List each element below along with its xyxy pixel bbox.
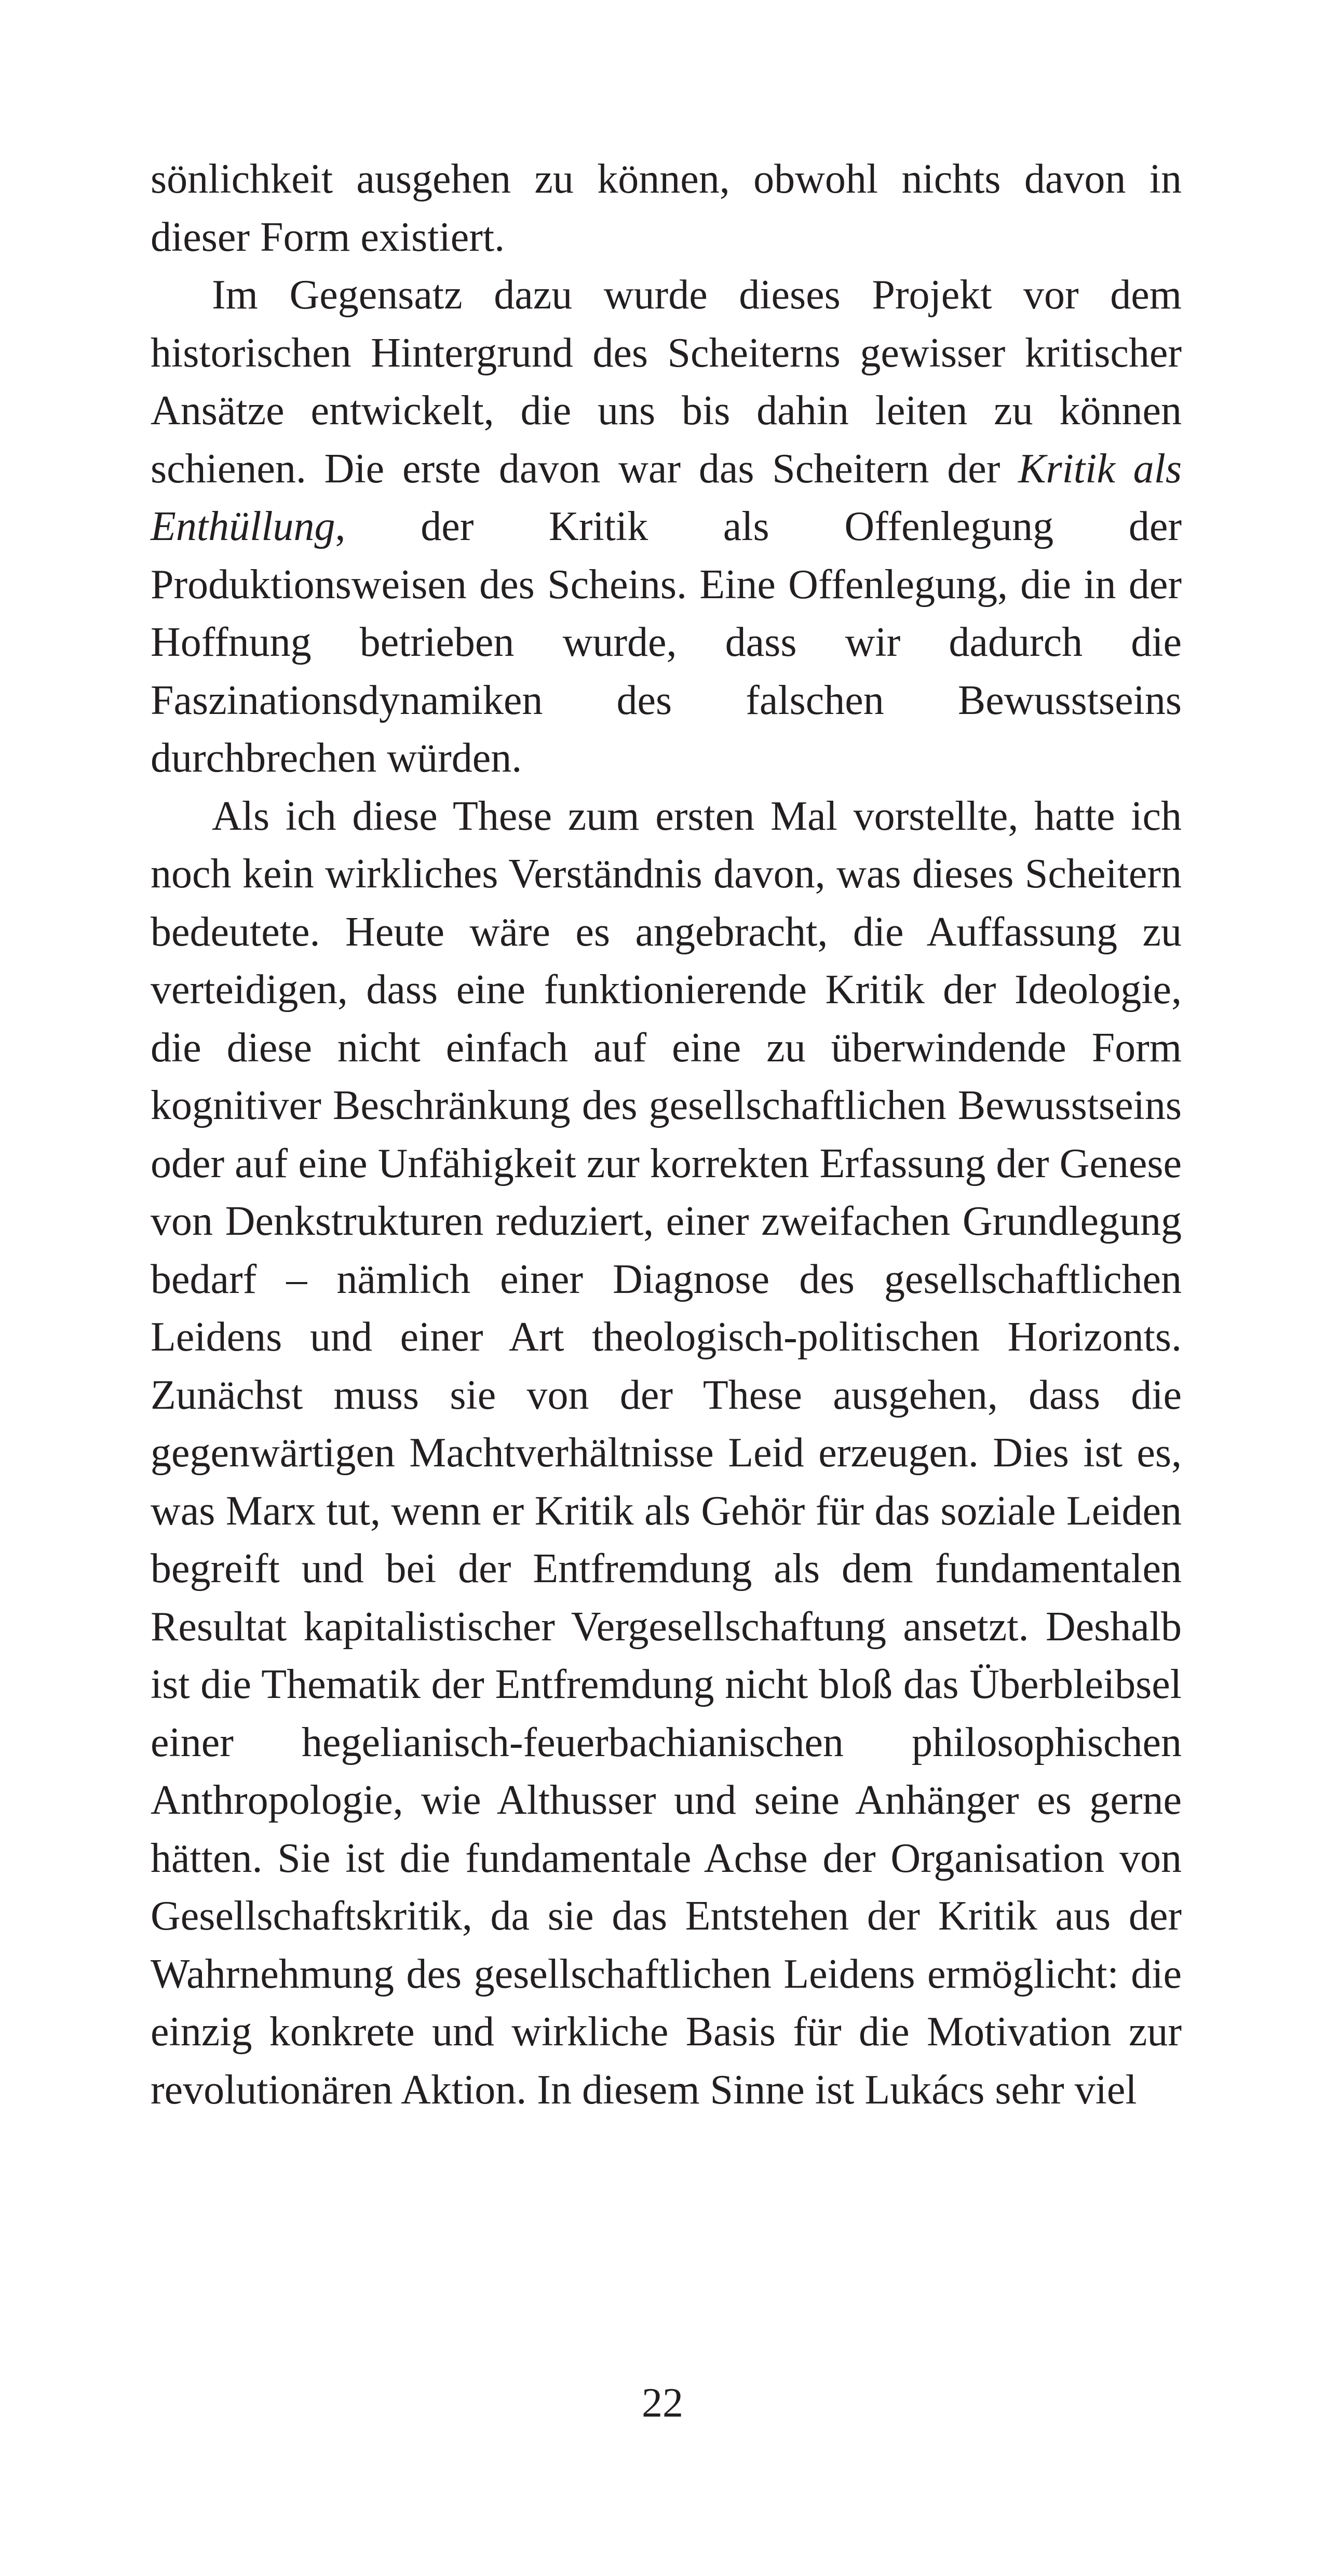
paragraph-3-text: Als ich diese These zum ersten Mal vorstellte, hatte ich noch kein wirkliches Verständnis davon, was dieses Scheitern bedeutete. Heute wäre es angebracht, die Auffassung zu verteidigen, dass eine funktionierende Kritik der Ideologie, die diese nicht einfach auf eine zu überwindende Form kognitiver Beschränkung des gesellschaftlichen Bewusstseins oder auf eine Unfähigkeit zur korrekten Erfassung der Genese von Denkstrukturen reduziert, einer zweifachen Grundlegung bedarf – nämlich einer Diagnose des gesellschaftlichen Leidens und einer Art theologisch-politischen Horizonts. Zunächst muss sie von der These ausgehen, dass die gegenwärtigen Machtverhältnisse Leid erzeugen. Dies ist es, was Marx tut, wenn er Kritik als Gehör für das soziale Leiden begreift und bei der Entfremdung als dem fundamentalen Resultat kapitalistischer Vergesellschaftung ansetzt. Deshalb ist die Thematik der Entfremdung nicht bloß das Überbleibsel einer hegelianisch-feuerbachianischen philosophischen Anthropologie, wie Althusser und seine Anhänger es gerne hätten. Sie ist die fundamentale Achse der Organisation von Gesellschaftskritik, da sie das Entstehen der Kritik aus der Wahrnehmung des gesellschaftlichen Leidens ermöglicht: die einzig konkrete und wirkliche Basis für die Motivation zur revolutionären Aktion. In diesem Sinne ist Lukács sehr viel [151, 793, 1182, 2113]
italic-term: Kritik als Enthüllung [151, 446, 1182, 549]
page-body [151, 151, 1182, 2119]
paragraph [151, 788, 1182, 2120]
paragraph-2-text-a: Im Gegensatz dazu wurde dieses Projekt vor dem historischen Hintergrund des Scheiterns gewisser kritischer Ansätze entwickelt, die uns bis dahin leiten zu können schienen. Die erste davon war das Scheitern der [151, 272, 1182, 492]
paragraph [151, 266, 1182, 788]
paragraph-1-text: sönlichkeit ausgehen zu können, obwohl nichts davon in dieser Form existiert. [151, 156, 1182, 260]
paragraph-2-text-b: , der Kritik als Offenlegung der Produktionsweisen des Scheins. Eine Offenlegung, die in der Hoffnung betrieben wurde, dass wir dadurch die Faszinationsdynamiken des falschen Bewusstseins durchbrechen würden. [151, 504, 1182, 781]
page-number: 22 [642, 2380, 683, 2426]
paragraph-continuation [151, 151, 1182, 266]
